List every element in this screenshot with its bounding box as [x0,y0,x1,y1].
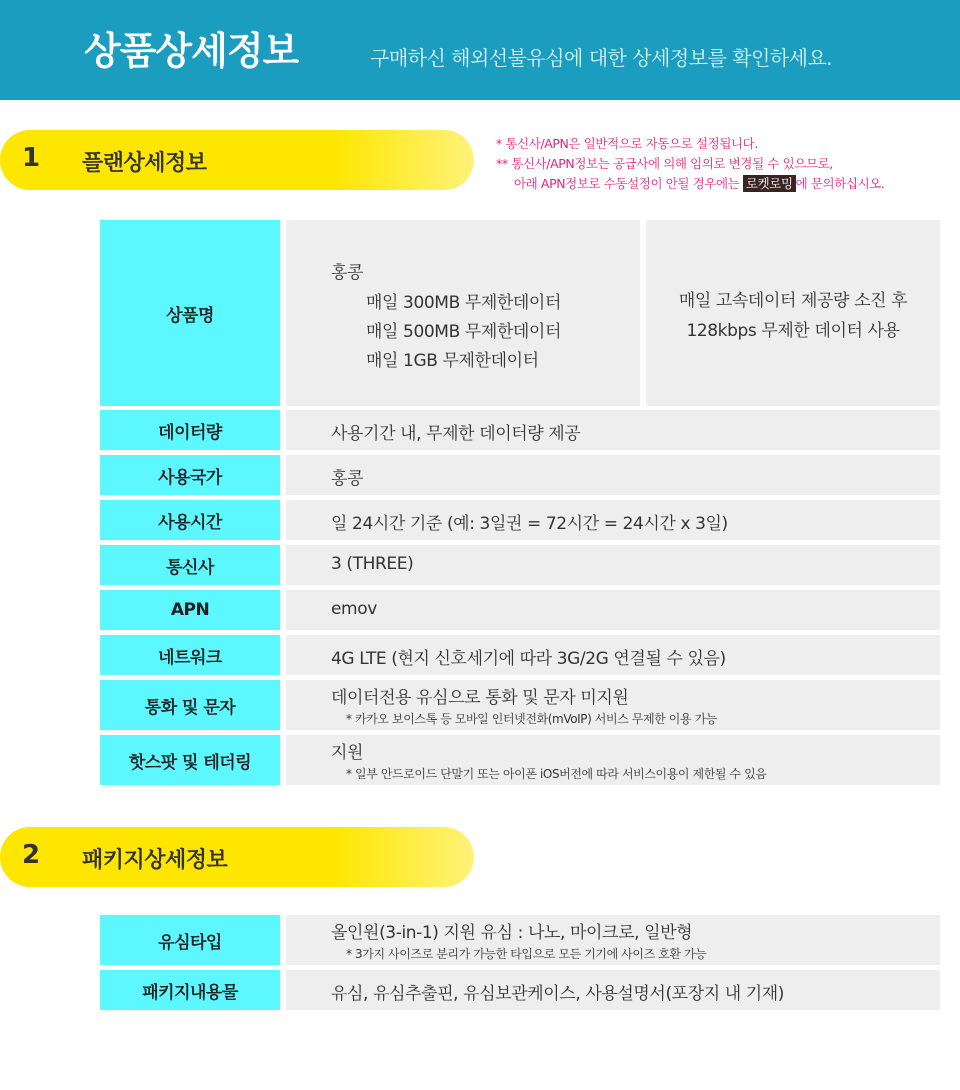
plan-item: 매일 300MB 무제한데이터 [366,293,561,313]
row-subnote: * 일부 안드로이드 단말기 또는 아이폰 iOS버전에 따라 서비스이용이 제한될 수 있음 [346,767,767,781]
page-subtitle: 구매하신 해외선불유심에 대한 상세정보를 확인하세요. [370,46,833,70]
row-value-cell [286,500,940,540]
product-country: 홍콩 [331,263,364,283]
row-label: 통화 및 문자 [100,680,280,730]
apn-notes [496,134,885,194]
row-value-cell [286,635,940,675]
row-value-cell [286,735,940,785]
section-number: 2 [22,840,41,870]
page-header [0,0,960,100]
table-row [100,545,940,585]
row-label: 사용국가 [100,455,280,495]
section-2-header [0,827,474,887]
product-note-line: 매일 고속데이터 제공량 소진 후 [678,291,908,311]
row-label: 패키지내용물 [100,970,280,1010]
row-value: 사용기간 내, 무제한 데이터량 제공 [331,424,581,444]
row-value-cell [286,410,940,450]
note-line-1: * 통신사/APN은 일반적으로 자동으로 설정됩니다. [496,136,758,151]
product-note-cell [646,220,940,406]
row-value-cell [286,915,940,965]
table-row [100,500,940,540]
plan-item: 매일 500MB 무제한데이터 [366,322,561,342]
row-value-cell [286,970,940,1010]
table-row [100,455,940,495]
plan-item: 매일 1GB 무제한데이터 [366,351,539,371]
row-value: 지원 [331,743,364,763]
page-title: 상품상세정보 [84,29,299,73]
row-subnote: * 카카오 보이스톡 등 모바일 인터넷전화(mVoIP) 서비스 무제한 이용 가능 [346,712,717,726]
row-value: 데이터전용 유심으로 통화 및 문자 미지원 [331,688,629,708]
row-value: emov [331,599,377,619]
table-row [100,970,940,1010]
table-row [100,635,940,675]
note-line-3-end: 에 문의하십시오. [795,176,885,191]
row-value-cell [286,455,940,495]
table-row [100,410,940,450]
row-value: 4G LTE (현지 신호세기에 따라 3G/2G 연결될 수 있음) [331,649,726,669]
table-row-product [100,220,940,406]
row-label: APN [100,590,280,630]
row-label: 네트워크 [100,635,280,675]
row-value: 일 24시간 기준 (예: 3일권 = 72시간 = 24시간 x 3일) [331,514,728,534]
row-label: 통신사 [100,545,280,585]
brand-badge: 로켓로밍 [743,175,796,192]
table-row [100,680,940,730]
row-label: 핫스팟 및 테더링 [100,735,280,785]
section-title: 플랜상세정보 [82,151,207,176]
section-1-header [0,130,474,190]
section-number: 1 [22,143,41,173]
table-row [100,915,940,965]
row-label: 사용시간 [100,500,280,540]
product-plans-cell [286,220,640,406]
note-line-2: ** 통신사/APN정보는 공급사에 의해 임의로 변경될 수 있으므로, [496,156,833,171]
product-note-line: 128kbps 무제한 데이터 사용 [686,321,900,341]
row-value: 3 (THREE) [331,554,414,574]
row-label: 상품명 [100,220,280,406]
section-title: 패키지상세정보 [82,848,228,873]
row-value-cell [286,680,940,730]
row-value: 홍콩 [331,469,364,489]
table-row [100,735,940,785]
row-value-cell [286,590,940,630]
row-label: 유심타입 [100,915,280,965]
note-line-3-text: 아래 APN정보로 수동설정이 안될 경우에는 [514,176,743,191]
note-line-3 [496,174,885,194]
row-value-cell [286,545,940,585]
row-value: 유심, 유심추출핀, 유심보관케이스, 사용설명서(포장지 내 기재) [331,984,785,1004]
row-subnote: * 3가지 사이즈로 분리가 가능한 타입으로 모든 기기에 사이즈 호환 가능 [346,947,707,961]
table-row [100,590,940,630]
row-value: 올인원(3-in-1) 지원 유심 : 나노, 마이크로, 일반형 [331,923,693,943]
row-label: 데이터량 [100,410,280,450]
